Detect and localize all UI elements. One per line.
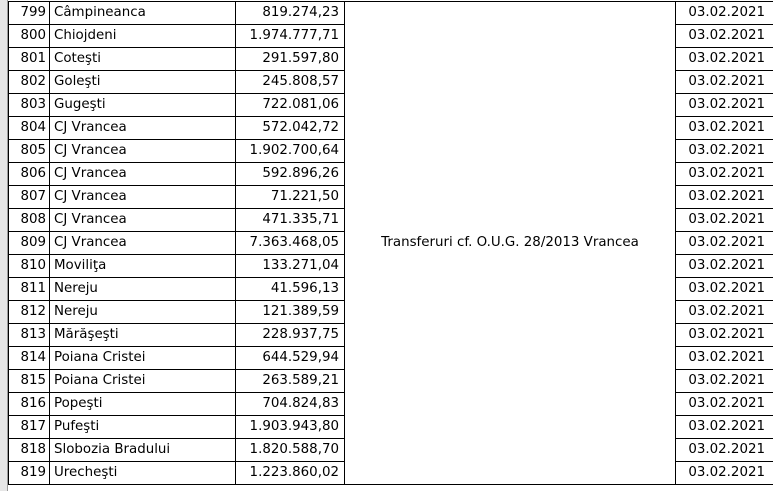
locality-cell[interactable]: Slobozia Bradului xyxy=(50,439,236,462)
locality-cell[interactable]: CJ Vrancea xyxy=(50,232,236,255)
row-number-cell[interactable]: 818 xyxy=(9,439,50,462)
date-cell[interactable]: 03.02.2021 xyxy=(676,140,773,163)
amount-cell[interactable]: 245.808,57 xyxy=(236,71,345,94)
amount-cell[interactable]: 592.896,26 xyxy=(236,163,345,186)
row-number-cell[interactable]: 800 xyxy=(9,25,50,48)
amount-cell[interactable]: 41.596,13 xyxy=(236,278,345,301)
row-number-cell[interactable]: 803 xyxy=(9,94,50,117)
date-cell[interactable]: 03.02.2021 xyxy=(676,232,773,255)
row-number-cell[interactable]: 811 xyxy=(9,278,50,301)
row-number-cell[interactable]: 807 xyxy=(9,186,50,209)
amount-cell[interactable]: 722.081,06 xyxy=(236,94,345,117)
row-number-cell[interactable]: 819 xyxy=(9,462,50,485)
amount-cell[interactable]: 133.271,04 xyxy=(236,255,345,278)
locality-cell[interactable]: Chiojdeni xyxy=(50,25,236,48)
amount-cell[interactable]: 263.589,21 xyxy=(236,370,345,393)
date-cell[interactable]: 03.02.2021 xyxy=(676,255,773,278)
row-number-cell[interactable]: 805 xyxy=(9,140,50,163)
locality-cell[interactable]: CJ Vrancea xyxy=(50,140,236,163)
amount-cell[interactable]: 471.335,71 xyxy=(236,209,345,232)
date-cell[interactable]: 03.02.2021 xyxy=(676,439,773,462)
row-header-strip[interactable] xyxy=(0,0,8,491)
date-cell[interactable]: 03.02.2021 xyxy=(676,209,773,232)
locality-cell[interactable]: CJ Vrancea xyxy=(50,163,236,186)
row-number-cell[interactable]: 809 xyxy=(9,232,50,255)
locality-cell[interactable]: CJ Vrancea xyxy=(50,209,236,232)
row-number-cell[interactable]: 817 xyxy=(9,416,50,439)
locality-cell[interactable]: Pufeşti xyxy=(50,416,236,439)
date-cell[interactable]: 03.02.2021 xyxy=(676,462,773,485)
date-cell[interactable]: 03.02.2021 xyxy=(676,117,773,140)
amount-cell[interactable]: 1.903.943,80 xyxy=(236,416,345,439)
transfers-table xyxy=(8,1,773,485)
date-cell[interactable]: 03.02.2021 xyxy=(676,2,773,25)
row-number-cell[interactable]: 814 xyxy=(9,347,50,370)
locality-cell[interactable]: Popeşti xyxy=(50,393,236,416)
date-cell[interactable]: 03.02.2021 xyxy=(676,71,773,94)
description-merged-cell[interactable]: Transferuri cf. O.U.G. 28/2013 Vrancea xyxy=(345,2,676,485)
locality-cell[interactable]: Mărăşeşti xyxy=(50,324,236,347)
locality-cell[interactable]: Goleşti xyxy=(50,71,236,94)
table-body xyxy=(9,2,773,485)
amount-cell[interactable]: 644.529,94 xyxy=(236,347,345,370)
amount-cell[interactable]: 704.824,83 xyxy=(236,393,345,416)
locality-cell[interactable]: CJ Vrancea xyxy=(50,117,236,140)
date-cell[interactable]: 03.02.2021 xyxy=(676,301,773,324)
locality-cell[interactable]: Coteşti xyxy=(50,48,236,71)
row-number-cell[interactable]: 802 xyxy=(9,71,50,94)
amount-cell[interactable]: 819.274,23 xyxy=(236,2,345,25)
amount-cell[interactable]: 71.221,50 xyxy=(236,186,345,209)
locality-cell[interactable]: CJ Vrancea xyxy=(50,186,236,209)
amount-cell[interactable]: 121.389,59 xyxy=(236,301,345,324)
locality-cell[interactable]: Moviliţa xyxy=(50,255,236,278)
date-cell[interactable]: 03.02.2021 xyxy=(676,94,773,117)
locality-cell[interactable]: Câmpineanca xyxy=(50,2,236,25)
date-cell[interactable]: 03.02.2021 xyxy=(676,186,773,209)
date-cell[interactable]: 03.02.2021 xyxy=(676,393,773,416)
date-cell[interactable]: 03.02.2021 xyxy=(676,25,773,48)
date-cell[interactable]: 03.02.2021 xyxy=(676,278,773,301)
amount-cell[interactable]: 572.042,72 xyxy=(236,117,345,140)
row-number-cell[interactable]: 816 xyxy=(9,393,50,416)
date-cell[interactable]: 03.02.2021 xyxy=(676,48,773,71)
row-number-cell[interactable]: 804 xyxy=(9,117,50,140)
locality-cell[interactable]: Poiana Cristei xyxy=(50,347,236,370)
row-number-cell[interactable]: 812 xyxy=(9,301,50,324)
date-cell[interactable]: 03.02.2021 xyxy=(676,347,773,370)
amount-cell[interactable]: 7.363.468,05 xyxy=(236,232,345,255)
amount-cell[interactable]: 291.597,80 xyxy=(236,48,345,71)
amount-cell[interactable]: 1.974.777,71 xyxy=(236,25,345,48)
locality-cell[interactable]: Nereju xyxy=(50,278,236,301)
amount-cell[interactable]: 1.902.700,64 xyxy=(236,140,345,163)
row-number-cell[interactable]: 808 xyxy=(9,209,50,232)
row-number-cell[interactable]: 815 xyxy=(9,370,50,393)
locality-cell[interactable]: Gugeşti xyxy=(50,94,236,117)
date-cell[interactable]: 03.02.2021 xyxy=(676,324,773,347)
amount-cell[interactable]: 1.223.860,02 xyxy=(236,462,345,485)
locality-cell[interactable]: Poiana Cristei xyxy=(50,370,236,393)
row-number-cell[interactable]: 799 xyxy=(9,2,50,25)
locality-cell[interactable]: Urecheşti xyxy=(50,462,236,485)
amount-cell[interactable]: 1.820.588,70 xyxy=(236,439,345,462)
row-number-cell[interactable]: 813 xyxy=(9,324,50,347)
row-number-cell[interactable]: 810 xyxy=(9,255,50,278)
date-cell[interactable]: 03.02.2021 xyxy=(676,370,773,393)
amount-cell[interactable]: 228.937,75 xyxy=(236,324,345,347)
date-cell[interactable]: 03.02.2021 xyxy=(676,416,773,439)
locality-cell[interactable]: Nereju xyxy=(50,301,236,324)
row-number-cell[interactable]: 801 xyxy=(9,48,50,71)
row-number-cell[interactable]: 806 xyxy=(9,163,50,186)
table-row xyxy=(9,2,773,25)
date-cell[interactable]: 03.02.2021 xyxy=(676,163,773,186)
